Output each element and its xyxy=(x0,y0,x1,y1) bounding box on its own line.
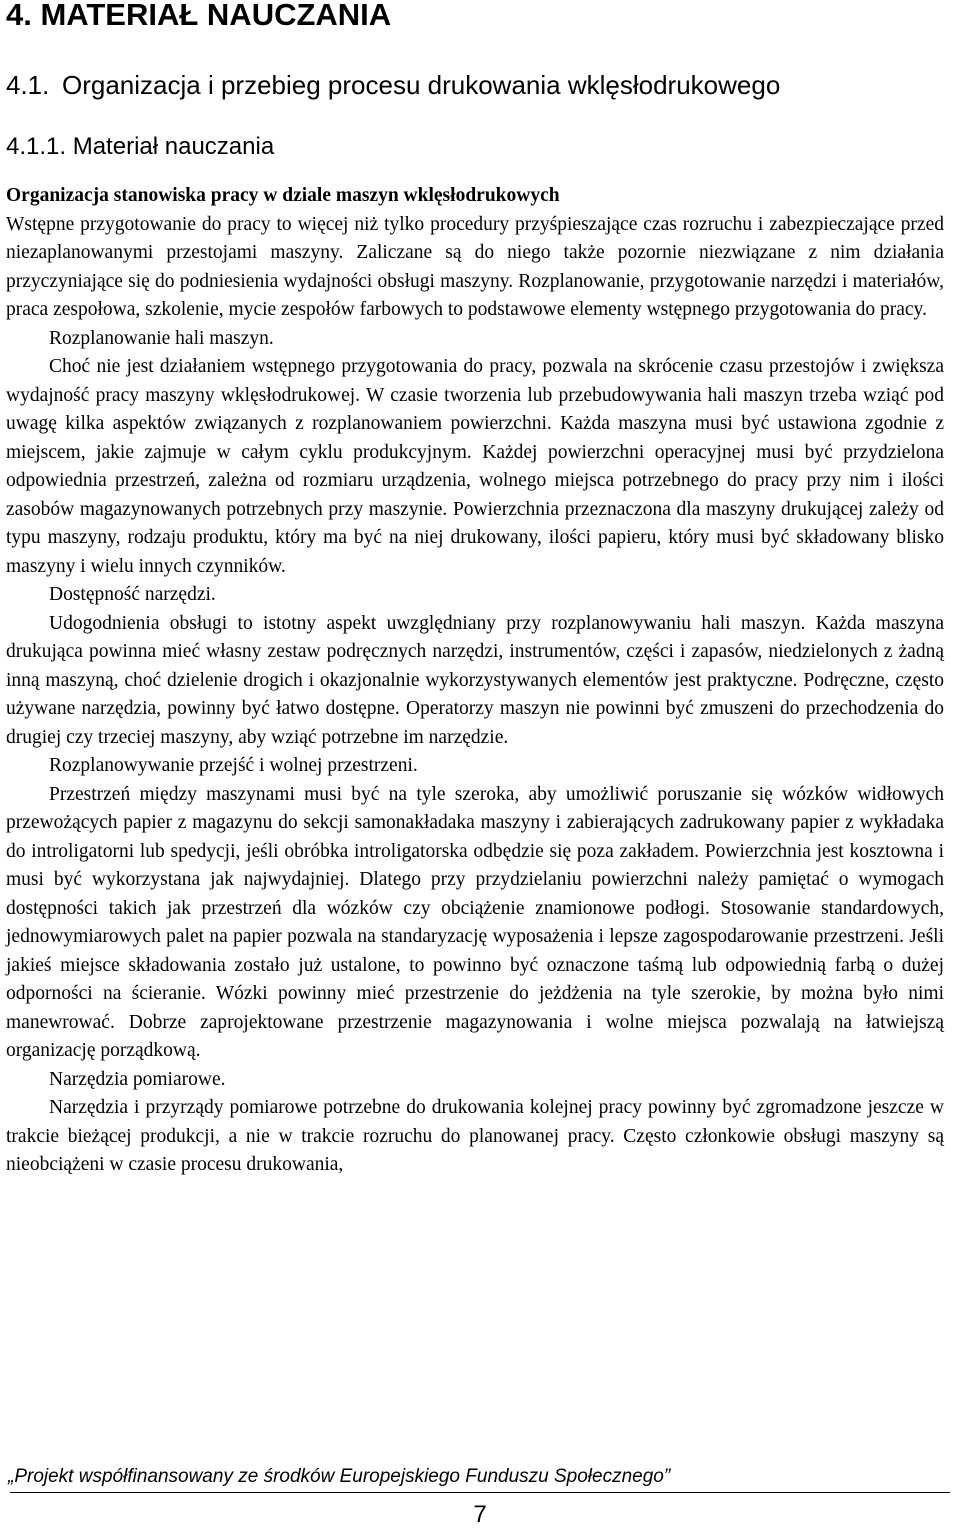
page-footer xyxy=(0,1465,960,1529)
subheading: Organizacja stanowiska pracy w dziale maszyn wklęsłodrukowych xyxy=(6,185,560,206)
subsection-title: 4.1.1. Materiał nauczania xyxy=(6,133,275,160)
section-heading xyxy=(6,65,944,105)
topic-label: Rozplanowywanie przejść i wolnej przestrzeni. xyxy=(49,755,418,776)
chapter-title: 4. MATERIAŁ NAUCZANIA xyxy=(6,0,392,32)
paragraph: Choć nie jest działaniem wstępnego przygotowania do pracy, pozwala na skrócenie czasu przestojów i zwiększa wydajność pracy maszyny wklęsłodrukowej. W czasie tworzenia lub przebudowywania hali maszyn trzeba wziąć pod uwagę kilka aspektów związanych z rozplanowaniem powierzchni. Każda maszyna musi być ustawiona zgodnie z miejscem, jakie zajmuje w całym cyklu produkcyjnym. Każdej powierzchni operacyjnej musi być przydzielona odpowiednia przestrzeń, zależna od rozmiaru urządzenia, wolnego miejsca potrzebnego do pracy przy nim i ilości zasobów magazynowanych potrzebnych przy maszynie. Powierzchnia przeznaczona dla maszyny drukującej zależy od typu maszyny, rodzaju produktu, który ma być na niej drukowany, ilości papieru, który musi być składowany blisko maszyny i wielu innych czynników. xyxy=(6,356,944,577)
paragraph: Narzędzia i przyrządy pomiarowe potrzebne do drukowania kolejnej pracy powinny być zgromadzone jeszcze w trakcie bieżącej produkcji, a nie w trakcie rozruchu do planowanej pracy. Często członkowie obsługi maszyny są nieobciążeni w czasie procesu drukowania, xyxy=(6,1097,944,1175)
topic-label: Dostępność narzędzi. xyxy=(49,584,216,605)
footer-text: „Projekt współfinansowany ze środków Europejskiego Funduszu Społecznego” xyxy=(8,1466,671,1487)
paragraph: Udogodnienia obsługi to istotny aspekt uwzględniany przy rozplanowywaniu hali maszyn. Każda maszyna drukująca powinna mieć własny zestaw podręcznych narzędzi, instrumentów, części i zapasów, niedzielonych z żadną inną maszyną, choć dzielenie drogich i okazjonalnie wykorzystywanych elementów jest praktyczne. Podręczne, często używane narzędzia, powinny być łatwo dostępne. Operatorzy maszyn nie powinni być zmuszeni do przechodzenia do drugiej czy trzeciej maszyny, aby wziąć potrzebne im narzędzie. xyxy=(6,612,944,748)
paragraph: Wstępne przygotowanie do pracy to więcej niż tylko procedury przyśpieszające czas rozruchu i zabezpieczające przed niezaplanowanymi przestojami maszyny. Zaliczane są do niego także pozornie niezwiązane z nim działania przyczyniające się do podniesienia wydajności obsługi maszyny. Rozplanowanie, przygotowanie narzędzi i materiałów, praca zespołowa, szkolenie, mycie zespołów farbowych to podstawowe elementy wstępnego przygotowania do pracy. xyxy=(6,213,944,320)
section-title: Organizacja i przebieg procesu drukowania wklęsłodrukowego xyxy=(62,70,781,100)
paragraph: Przestrzeń między maszynami musi być na tyle szeroka, aby umożliwić poruszanie się wózków widłowych przewożących papier z magazynu do sekcji samonakładaka maszyny i zabierających zadrukowany papier z wykładaka do introligatorni lub spedycji, jeśli obróbka introligatorska odbędzie się poza zakładem. Powierzchnia jest kosztowna i musi być wykorzystana jak najwydajniej. Dlatego przy przydzielaniu powierzchni należy pamiętać o wymogach dostępności takich jak przestrzeń dla wózków czy obciążenie znamionowe podłogi. Stosowanie standardowych, jednowymiarowych palet na papier pozwala na standaryzację wyposażenia i lepsze zagospodarowanie przestrzeni. Jeśli jakieś miejsce składowania zostało już ustalone, to powinno być oznaczone taśmą lub odpowiednią farbą o dużej odporności na ścieranie. Wózki powinny mieć przestrzenie do jeżdżenia na tyle szerokie, by można było nimi manewrować. Dobrze zaprojektowane przestrzenie magazynowania i wolne miejsca pozwalają na łatwiejszą organizację porządkową. xyxy=(6,783,944,1061)
footer-divider xyxy=(10,1492,950,1493)
page-number: 7 xyxy=(473,1501,487,1528)
section-number: 4.1. xyxy=(6,70,50,100)
topic-label: Narzędzia pomiarowe. xyxy=(49,1068,226,1090)
document-page xyxy=(6,0,944,1180)
body-text xyxy=(6,182,944,1180)
topic-label: Rozplanowanie hali maszyn. xyxy=(49,327,274,349)
